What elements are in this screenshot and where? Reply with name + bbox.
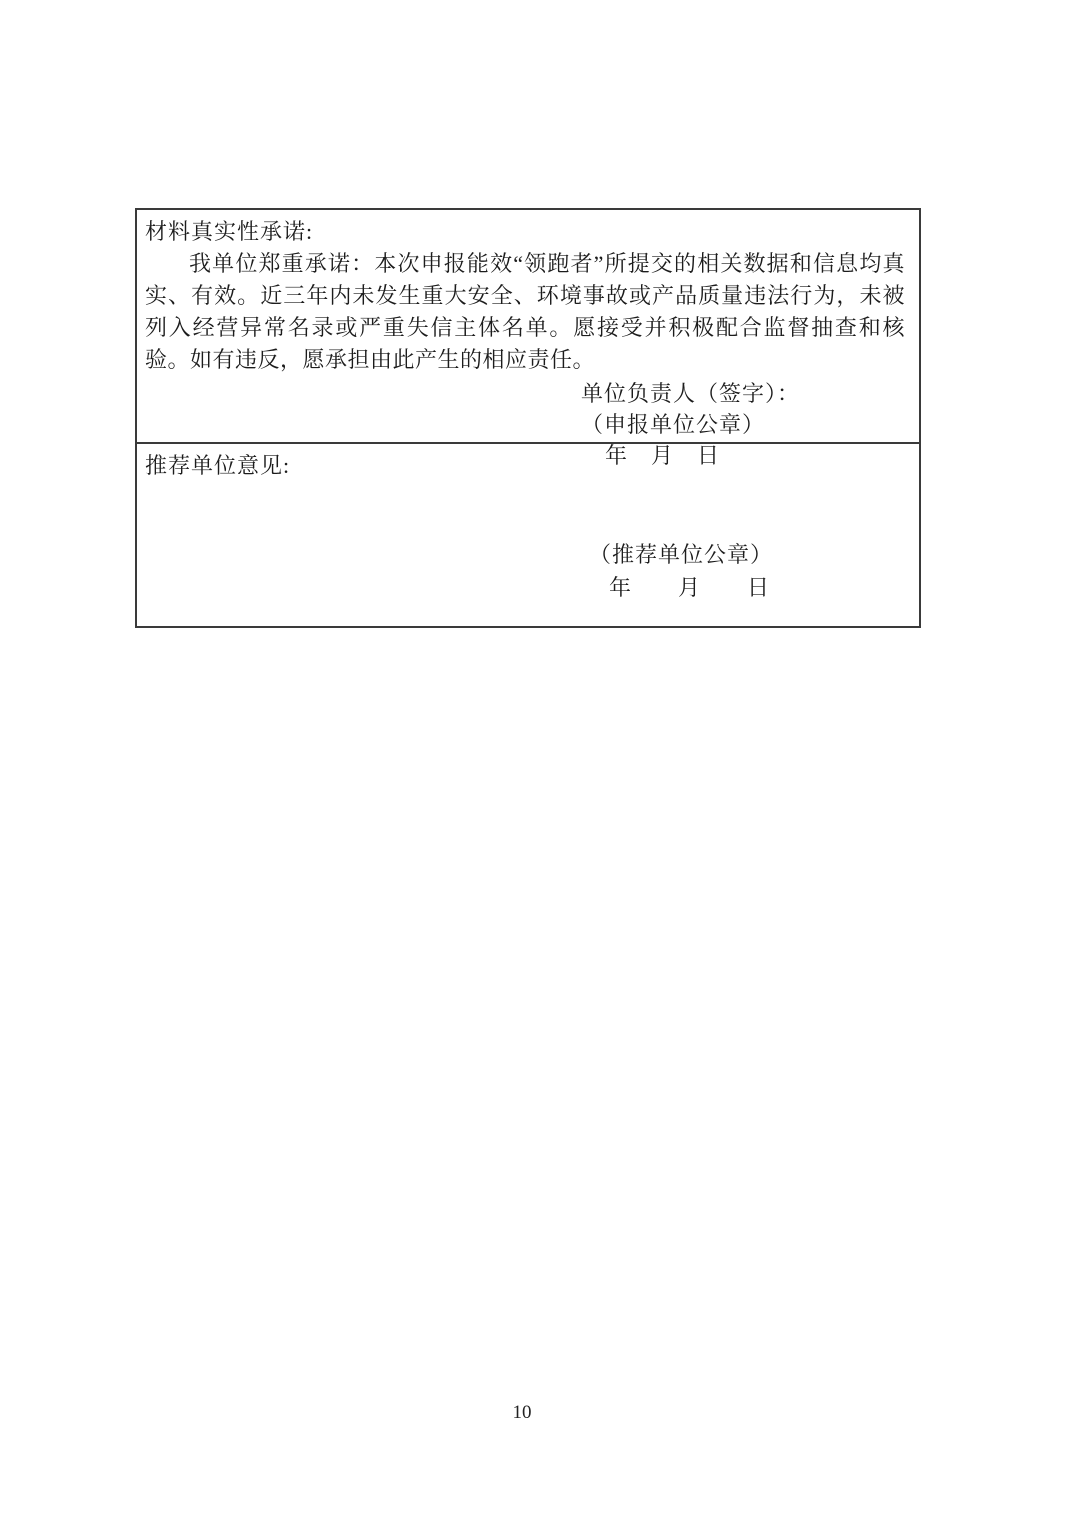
recommendation-opinion-title: 推荐单位意见: bbox=[145, 453, 291, 478]
recommender-signature-block bbox=[589, 538, 905, 604]
page-number: 10 bbox=[512, 1402, 532, 1423]
recommendation-opinion-section bbox=[137, 444, 919, 626]
commitment-form-table bbox=[135, 208, 921, 628]
recommender-date-line: 年 月 日 bbox=[609, 575, 771, 600]
applicant-date-line: 年 月 日 bbox=[605, 443, 721, 468]
material-authenticity-title: 材料真实性承诺: bbox=[145, 219, 314, 244]
commitment-statement-paragraph: 我单位郑重承诺：本次申报能效“领跑者”所提交的相关数据和信息均真实、有效。近三年内未发生重大安全、环境事故或产品质量违法行为，未被列入经营异常名录或严重失信主体名单。愿接受并积极配合监督抽查和核验。如有违反，愿承担由此产生的相应责任。 bbox=[145, 251, 905, 372]
applicant-unit-seal-line: （申报单位公章） bbox=[581, 412, 766, 437]
recommending-unit-seal-line: （推荐单位公章） bbox=[589, 542, 774, 567]
unit-responsible-person-signature-line: 单位负责人（签字）： bbox=[581, 381, 801, 406]
